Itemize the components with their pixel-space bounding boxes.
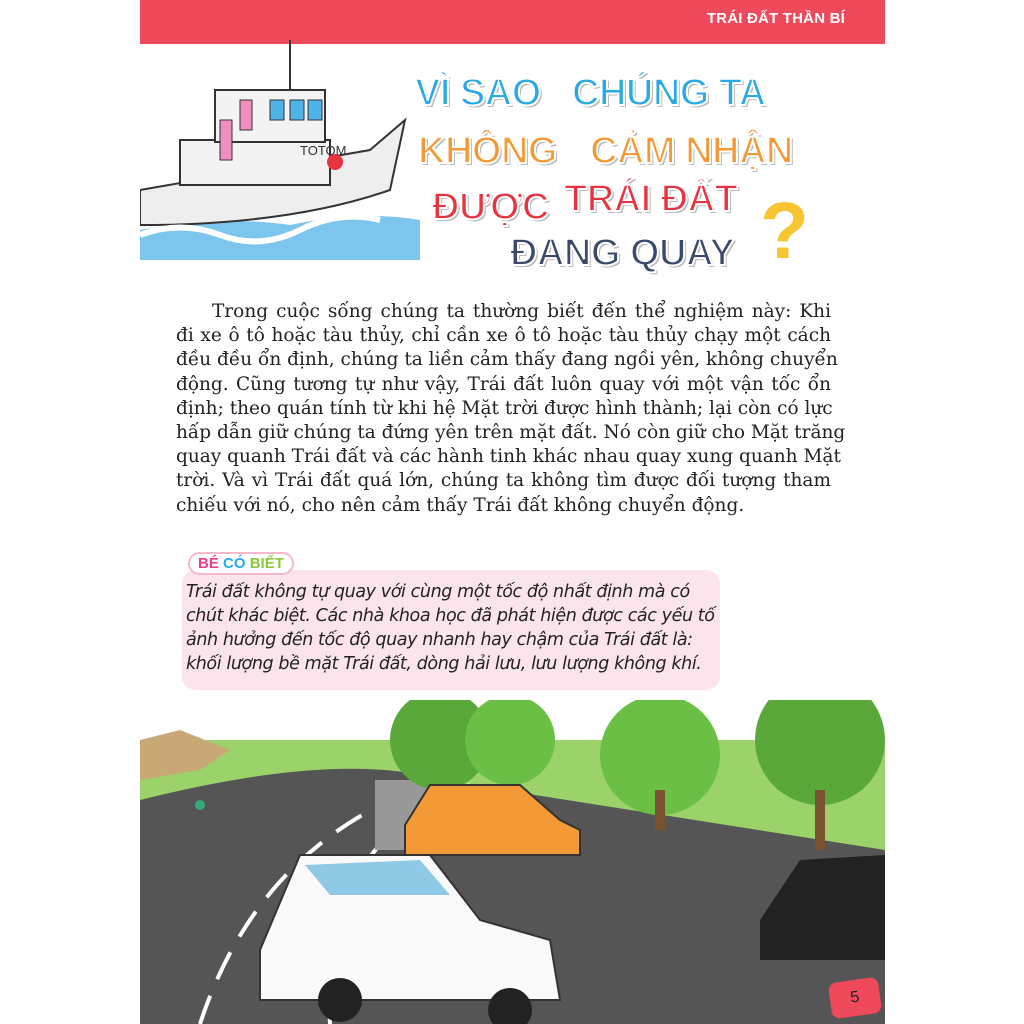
body-line: trời. Và vì Trái đất quá lớn, chúng ta không tìm được đối tượng tham [176,470,831,492]
label-part: CÓ [223,555,250,572]
label-part: BÉ [198,555,224,572]
boat-illustration [140,40,420,260]
title-word: VÌ SAO [415,72,541,114]
body-line: quay quanh Trái đất và các hành tinh khác nhau quay xung quanh Mặt [176,446,841,468]
body-line: chiếu với nó, cho nên cảm thấy Trái đất không chuyển động. [176,494,745,516]
book-page [140,0,885,1024]
title-word: TRÁI ĐẤT [564,178,738,220]
title-word: CHÚNG TA [572,72,766,114]
body-line: đi xe ô tô hoặc tàu thủy, chỉ cần xe ô tô hoặc tàu thủy chạy một cách [176,325,831,347]
title-word: ĐƯỢC [432,186,549,228]
did-you-know-text: Trái đất không tự quay với cùng một tốc độ nhất định mà có chút khác biệt. Các nhà khoa học đã phát hiện được các yếu tố ảnh hưởng đến tốc độ quay nhanh hay chậm của Trái đất là: khối lượng bề mặt Trái đất, dòng hải lưu, lưu lượng không khí. [186,582,715,674]
question-mark-icon: ? [760,186,809,275]
header-band [140,0,885,44]
label-part: BIẾT [249,555,284,572]
body-line: đều đều ổn định, chúng ta liền cảm thấy đang ngồi yên, không chuyển [176,349,838,371]
body-line: hấp dẫn giữ chúng ta đứng yên trên mặt đất. Nó còn giữ cho Mặt trăng [176,422,846,444]
title-word: ĐANG QUAY [510,232,735,274]
boat-name: TOTOM [300,143,347,158]
body-line: động. Cũng tương tự như vậy, Trái đất luôn quay với một vận tốc ổn [176,373,831,395]
body-line: định; theo quán tính từ khi hệ Mặt trời được hình thành; lại còn có lực [176,397,833,419]
did-you-know-label [188,552,294,575]
page-number: 5 [828,977,883,1020]
body-text [176,300,846,518]
body-line: Trong cuộc sống chúng ta thường biết đến thể nghiệm này: Khi [212,301,831,322]
title-word: CẢM NHẬN [590,130,793,172]
title-word: KHÔNG [418,130,557,172]
road-illustration [140,700,885,1024]
series-title: TRÁI ĐẤT THẦN BÍ [706,10,845,27]
